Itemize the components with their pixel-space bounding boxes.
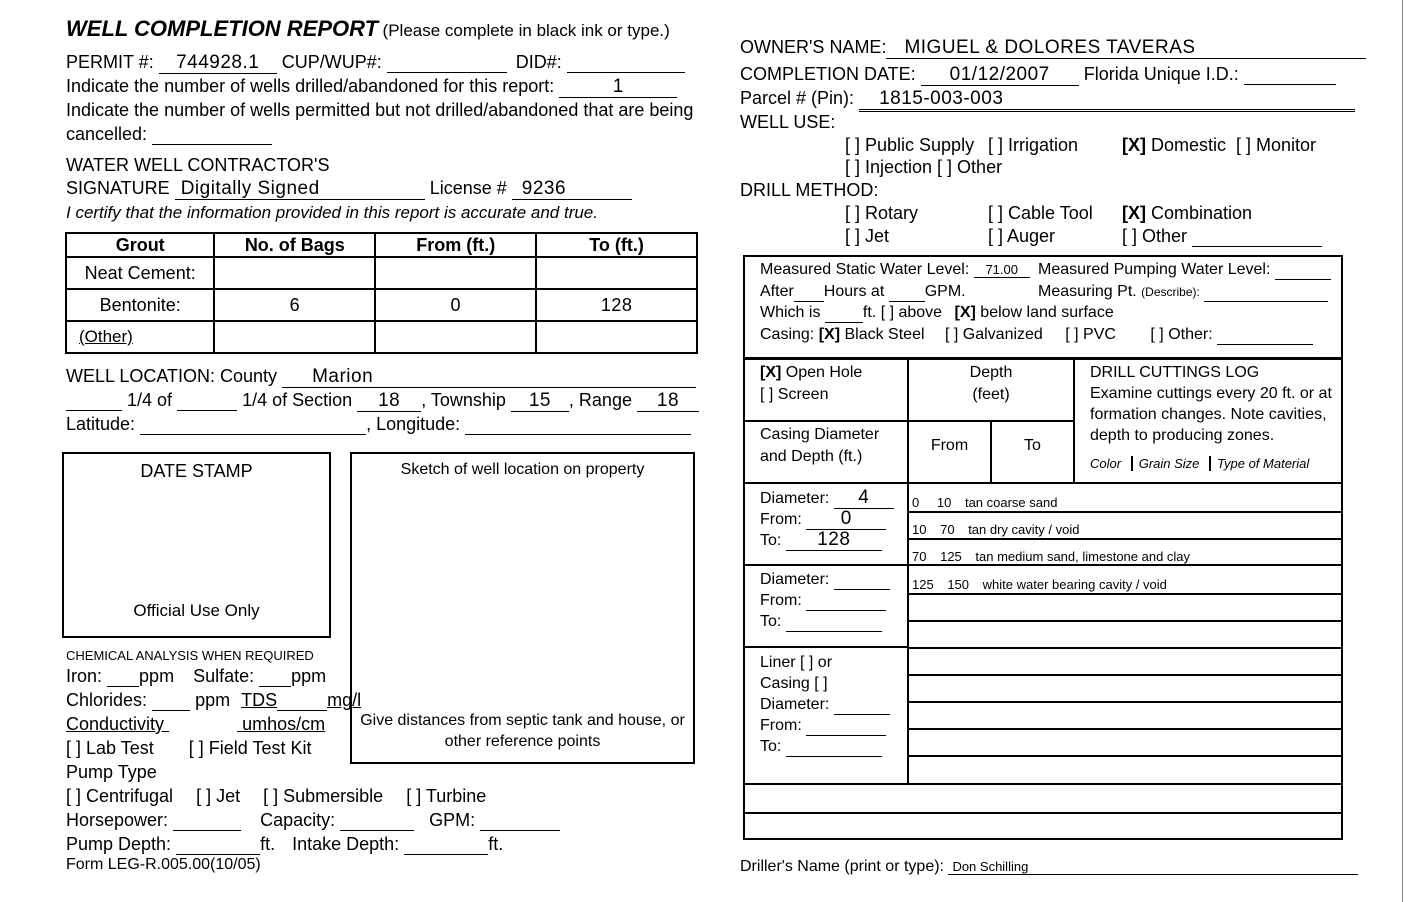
longitude-label: , Longitude: — [366, 414, 461, 434]
liner-casing-checkbox[interactable]: Casing [ ] — [760, 675, 828, 692]
cuttings-log-instruction: Examine cuttings every 20 ft. or at — [1090, 385, 1332, 402]
pumping-level-field[interactable] — [1275, 262, 1331, 280]
horsepower-row — [66, 810, 560, 831]
permit-number-field[interactable]: 744928.1 — [159, 53, 277, 74]
did-label: DID#: — [515, 52, 562, 72]
log-from: 70 — [912, 549, 927, 564]
pump-type-row — [66, 786, 486, 807]
log-line — [908, 620, 1343, 622]
township-field[interactable]: 15 — [511, 391, 569, 412]
ppm-unit: ppm — [291, 666, 327, 686]
grout-bags-cell[interactable] — [214, 321, 375, 353]
to-field[interactable] — [786, 739, 882, 757]
gpm-label: GPM: — [429, 810, 476, 830]
completion-date-label: COMPLETION DATE: — [740, 64, 916, 84]
official-use-label: Official Use Only — [133, 601, 260, 620]
certify-statement: I certify that the information provided in this report is accurate and true. — [66, 203, 598, 222]
log-description: white water bearing cavity / void — [982, 577, 1167, 592]
log-to: 10 — [936, 495, 952, 510]
iron-label: Iron: — [66, 666, 103, 686]
injection-other-checkbox[interactable]: [ ] Injection [ ] Other — [845, 157, 1003, 177]
capacity-label: Capacity: — [260, 810, 336, 830]
pump-depth-field[interactable] — [176, 835, 260, 855]
signature-field[interactable]: Digitally Signed — [175, 179, 425, 200]
log-description: tan dry cavity / void — [968, 522, 1080, 537]
galvanized-checkbox[interactable]: [ ] Galvanized — [944, 326, 1043, 343]
conductivity-field[interactable] — [169, 714, 237, 735]
longitude-field[interactable] — [465, 415, 691, 435]
diameter-field[interactable] — [834, 572, 890, 590]
cup-field[interactable] — [387, 53, 507, 73]
township-label: , Township — [421, 390, 506, 410]
grout-header: No. of Bags — [214, 233, 375, 257]
log-line — [908, 674, 1343, 676]
county-row — [66, 366, 696, 388]
divider — [743, 564, 1343, 566]
quarter1-field[interactable] — [66, 391, 122, 411]
latlong-row — [66, 414, 691, 435]
to-row — [760, 530, 882, 551]
cuttings-columns — [1090, 456, 1309, 471]
diameter-label: Diameter: — [760, 490, 830, 507]
measuring-pt-row — [1038, 283, 1328, 302]
sulfate-label: Sulfate: — [193, 666, 255, 686]
measuring-pt-label: Measuring Pt. — [1038, 283, 1137, 300]
ft-unit: ft. — [488, 834, 504, 854]
grout-type-cell: Neat Cement: — [66, 257, 214, 289]
from-label: From: — [760, 592, 802, 609]
gpm-unit: GPM. — [924, 283, 966, 300]
log-entry — [912, 577, 1167, 592]
divider — [743, 420, 1074, 422]
hours-field[interactable] — [794, 284, 824, 302]
pumping-level-label: Measured Pumping Water Level: — [1038, 261, 1271, 278]
black-steel-label: Black Steel — [844, 326, 925, 343]
domestic-label: Domestic — [1151, 135, 1227, 155]
open-hole-option — [760, 364, 862, 382]
did-field[interactable] — [567, 53, 685, 73]
grout-header: From (ft.) — [375, 233, 536, 257]
pump-depth-row — [66, 834, 503, 855]
log-to: 70 — [940, 522, 955, 537]
grout-header-row — [66, 233, 697, 257]
describe-label: (Describe): — [1141, 285, 1200, 299]
diameter-label: Diameter: — [760, 571, 830, 588]
grout-to-cell[interactable]: 128 — [536, 289, 697, 321]
domestic-checkbox[interactable]: [X] — [1122, 135, 1146, 155]
range-label: , Range — [568, 390, 632, 410]
parcel-row — [740, 88, 1355, 112]
form-title: WELL COMPLETION REPORT — [66, 16, 379, 41]
wells-drilled-field[interactable]: 1 — [559, 77, 677, 98]
black-steel-checkbox[interactable]: [X] — [818, 326, 841, 343]
test-row — [66, 738, 311, 759]
cable-tool-checkbox[interactable]: [ ] Cable Tool — [988, 203, 1093, 223]
grout-from-cell[interactable] — [375, 257, 536, 289]
static-level-row — [760, 261, 1030, 279]
unique-id-field[interactable] — [1244, 65, 1336, 85]
completion-row — [740, 64, 1336, 86]
county-field[interactable]: Marion — [282, 367, 696, 388]
log-entry — [912, 495, 1057, 510]
license-label: License # — [429, 178, 507, 198]
unique-id-label: Florida Unique I.D.: — [1083, 64, 1239, 84]
cuttings-log-title: DRILL CUTTINGS LOG — [1090, 364, 1260, 381]
submersible-checkbox[interactable]: [ ] Submersible — [263, 786, 384, 806]
centrifugal-checkbox[interactable]: [ ] Centrifugal — [66, 786, 174, 806]
sketch-title: Sketch of well location on property — [400, 461, 645, 478]
after-label: After — [760, 283, 794, 300]
to-row — [760, 613, 882, 632]
log-from: 125 — [912, 577, 934, 592]
screen-checkbox[interactable]: [ ] Screen — [760, 386, 829, 403]
latitude-label: Latitude: — [66, 414, 136, 434]
section-row — [66, 390, 699, 412]
capacity-field[interactable] — [340, 811, 414, 831]
sketch-box[interactable] — [350, 452, 695, 764]
rotary-checkbox[interactable]: [ ] Rotary — [845, 203, 919, 223]
pump-type-label: Pump Type — [66, 762, 157, 782]
drill-other-field[interactable] — [1192, 227, 1322, 247]
to-field[interactable]: 128 — [786, 530, 882, 551]
from-field[interactable] — [806, 593, 886, 611]
grout-row — [66, 321, 697, 353]
cup-label: CUP/WUP#: — [281, 52, 382, 72]
latitude-field[interactable] — [140, 415, 366, 435]
diameter-row — [760, 696, 890, 715]
parcel-label: Parcel # (Pin): — [740, 88, 855, 108]
which-is-label: Which is — [760, 304, 821, 321]
permit-row — [66, 52, 685, 74]
public-supply-checkbox[interactable]: [ ] Public Supply — [845, 135, 975, 155]
from-header: From — [930, 437, 969, 454]
monitor-checkbox[interactable]: [ ] Monitor — [1236, 135, 1317, 155]
gpm-rate-field[interactable] — [889, 284, 925, 302]
grout-header: Grout — [66, 233, 214, 257]
horsepower-field[interactable] — [173, 811, 241, 831]
umhos-unit: umhos/cm — [242, 714, 326, 734]
to-label: To: — [760, 532, 782, 549]
casing-other-field[interactable] — [1217, 327, 1313, 345]
contractor-heading: WATER WELL CONTRACTOR'S — [66, 155, 330, 175]
static-level-field[interactable]: 71.00 — [974, 263, 1030, 278]
hours-at-label: Hours at — [823, 283, 885, 300]
license-field[interactable]: 9236 — [512, 179, 632, 200]
chlorides-row — [66, 690, 361, 711]
iron-sulfate-row — [66, 666, 326, 687]
from-field[interactable] — [806, 718, 886, 736]
wells-cancelled-label: cancelled: — [66, 124, 148, 144]
from-row — [760, 592, 886, 611]
log-line — [908, 728, 1343, 730]
casing-diameter-line1: Casing Diameter — [760, 426, 880, 443]
driller-name-label: Driller's Name (print or type): — [740, 858, 944, 875]
owner-name-label: OWNER'S NAME: — [740, 37, 887, 57]
grout-bags-cell[interactable] — [214, 257, 375, 289]
pvc-checkbox[interactable]: [ ] PVC — [1065, 326, 1116, 343]
log-line — [908, 593, 1343, 595]
material-column-label: Type of Material — [1217, 456, 1310, 471]
casing-other-checkbox[interactable]: [ ] Other: — [1150, 326, 1213, 343]
well-use-label: WELL USE: — [740, 112, 836, 132]
divider — [743, 812, 1343, 814]
from-row — [760, 509, 886, 530]
below-label: below land surface — [980, 304, 1114, 321]
wells-drilled-label: Indicate the number of wells drilled/abandoned for this report: — [66, 76, 555, 96]
log-description: tan medium sand, limestone and clay — [975, 549, 1191, 564]
to-row — [760, 738, 882, 757]
cuttings-log-instruction: depth to producing zones. — [1090, 427, 1275, 444]
quarter1-label: 1/4 of — [127, 390, 173, 410]
form-number: Form LEG-R.005.00(10/05) — [66, 856, 261, 873]
casing-diameter-line2: and Depth (ft.) — [760, 448, 863, 465]
drill-other-option — [1122, 226, 1322, 247]
from-row — [760, 717, 886, 736]
cuttings-log-instruction: formation changes. Note cavities, — [1090, 406, 1327, 423]
log-to: 125 — [940, 549, 962, 564]
divider — [743, 646, 908, 648]
ppm-unit: ppm — [195, 690, 231, 710]
sketch-note-line1: Give distances from septic tank and house, or — [360, 712, 685, 729]
log-line — [908, 701, 1343, 703]
wells-drilled-row — [66, 76, 677, 98]
grout-bags-cell[interactable]: 6 — [214, 289, 375, 321]
from-field[interactable]: 0 — [806, 509, 886, 530]
grout-table — [65, 232, 698, 354]
color-column-label: Color — [1090, 456, 1122, 471]
to-label: To: — [760, 613, 782, 630]
grout-from-cell[interactable]: 0 — [375, 289, 536, 321]
after-hours-row — [760, 283, 966, 302]
permit-label: PERMIT #: — [66, 52, 154, 72]
pump-jet-checkbox[interactable]: [ ] Jet — [196, 786, 241, 806]
tds-field[interactable] — [277, 691, 327, 711]
section-field[interactable]: 18 — [357, 391, 421, 412]
log-description: tan coarse sand — [964, 495, 1058, 510]
log-entry — [912, 549, 1190, 564]
horsepower-label: Horsepower: — [66, 810, 169, 830]
depth-header: Depth — [969, 364, 1013, 381]
turbine-checkbox[interactable]: [ ] Turbine — [406, 786, 487, 806]
log-line — [908, 538, 1343, 540]
liner-checkbox[interactable]: Liner [ ] or — [760, 654, 833, 671]
pumping-level-row — [1038, 261, 1331, 280]
log-line — [908, 511, 1343, 513]
tds-label: TDS — [241, 690, 278, 710]
intake-depth-field[interactable] — [404, 835, 488, 855]
combination-label: Combination — [1151, 203, 1253, 223]
iron-field[interactable] — [107, 667, 139, 687]
owner-row — [740, 37, 1366, 59]
grout-from-cell[interactable] — [375, 321, 536, 353]
measuring-pt-field[interactable] — [1204, 284, 1328, 302]
mgl-unit: mg/l — [327, 690, 362, 710]
sketch-note-line2: other reference points — [444, 733, 601, 750]
open-hole-checkbox[interactable]: [X] — [760, 364, 782, 381]
grain-size-column-label: Grain Size — [1138, 456, 1200, 471]
grout-row — [66, 257, 697, 289]
divider — [743, 482, 1343, 484]
divider — [743, 783, 1343, 785]
grout-row — [66, 289, 697, 321]
chlorides-label: Chlorides: — [66, 690, 148, 710]
log-to: 150 — [947, 577, 970, 592]
lab-test-checkbox[interactable]: [ ] Lab Test — [66, 738, 154, 758]
conductivity-label: Conductivity — [66, 714, 165, 734]
wells-cancelled-field[interactable] — [152, 125, 272, 145]
page-edge — [1402, 0, 1403, 902]
form-instruction: (Please complete in black ink or type.) — [382, 21, 670, 40]
static-level-label: Measured Static Water Level: — [760, 261, 970, 278]
signature-label: SIGNATURE — [66, 178, 170, 198]
pump-depth-label: Pump Depth: — [66, 834, 172, 854]
wells-cancelled-line1: Indicate the number of wells permitted but not drilled/abandoned that are being — [66, 100, 694, 120]
grout-type-cell: Bentonite: — [66, 289, 214, 321]
feet-header: (feet) — [972, 386, 1010, 403]
diameter-row — [760, 571, 890, 590]
grout-to-cell[interactable] — [536, 257, 697, 289]
driller-row — [740, 858, 1358, 876]
combination-checkbox[interactable]: [X] — [1122, 203, 1146, 223]
log-line — [908, 755, 1343, 757]
to-label: To: — [760, 738, 782, 755]
log-from: 0 — [912, 495, 920, 510]
domestic-option — [1122, 135, 1226, 156]
grout-type-cell: (Other) — [66, 321, 214, 353]
above-checkbox[interactable]: ft. [ ] above — [862, 304, 943, 321]
casing-row — [760, 326, 1313, 345]
completion-date-field[interactable]: 01/12/2007 — [921, 65, 1079, 86]
drill-jet-checkbox[interactable]: [ ] Jet — [845, 226, 890, 246]
wells-cancelled-row — [66, 124, 272, 145]
open-hole-label: Open Hole — [785, 364, 863, 381]
date-stamp-box — [62, 452, 331, 638]
diameter-field[interactable] — [834, 697, 890, 715]
range-field[interactable]: 18 — [637, 391, 699, 412]
quarter2-label: 1/4 of Section — [242, 390, 353, 410]
chlorides-field[interactable] — [152, 691, 190, 711]
log-line — [908, 647, 1343, 649]
auger-checkbox[interactable]: [ ] Auger — [988, 226, 1056, 246]
to-header: To — [1024, 437, 1041, 454]
drill-method-label: DRILL METHOD: — [740, 180, 879, 200]
county-label: WELL LOCATION: County — [66, 366, 278, 386]
conductivity-row — [66, 714, 325, 735]
diameter-row — [760, 488, 894, 509]
form-title-row — [66, 16, 670, 42]
signature-row — [66, 178, 632, 200]
from-label: From: — [760, 717, 802, 734]
chemical-heading: CHEMICAL ANALYSIS WHEN REQUIRED — [66, 648, 314, 663]
gpm-field[interactable] — [480, 811, 560, 831]
parcel-field[interactable]: 1815-003-003 — [859, 89, 1355, 112]
log-entry — [912, 522, 1079, 537]
ft-unit: ft. — [260, 834, 276, 854]
owner-name-field[interactable]: MIGUEL & DOLORES TAVERAS — [886, 38, 1366, 59]
irrigation-checkbox[interactable]: [ ] Irrigation — [988, 135, 1079, 155]
casing-label: Casing: — [760, 326, 815, 343]
drill-other-checkbox[interactable]: [ ] Other — [1122, 226, 1188, 246]
intake-depth-label: Intake Depth: — [292, 834, 400, 854]
log-from: 10 — [912, 522, 927, 537]
which-is-row — [760, 304, 1114, 323]
sulfate-field[interactable] — [259, 667, 291, 687]
driller-name-field[interactable]: Don Schilling — [948, 860, 1358, 875]
to-field[interactable] — [786, 614, 882, 632]
diameter-label: Diameter: — [760, 696, 830, 713]
quarter2-field[interactable] — [177, 391, 237, 411]
ppm-unit: ppm — [139, 666, 175, 686]
which-is-field[interactable] — [825, 305, 863, 323]
grout-to-cell[interactable] — [536, 321, 697, 353]
field-test-checkbox[interactable]: [ ] Field Test Kit — [188, 738, 312, 758]
diameter-field[interactable]: 4 — [834, 488, 894, 509]
below-checkbox[interactable]: [X] — [954, 304, 976, 321]
grout-header: To (ft.) — [536, 233, 697, 257]
combination-option — [1122, 203, 1252, 224]
from-label: From: — [760, 511, 802, 528]
date-stamp-title: DATE STAMP — [140, 461, 253, 481]
